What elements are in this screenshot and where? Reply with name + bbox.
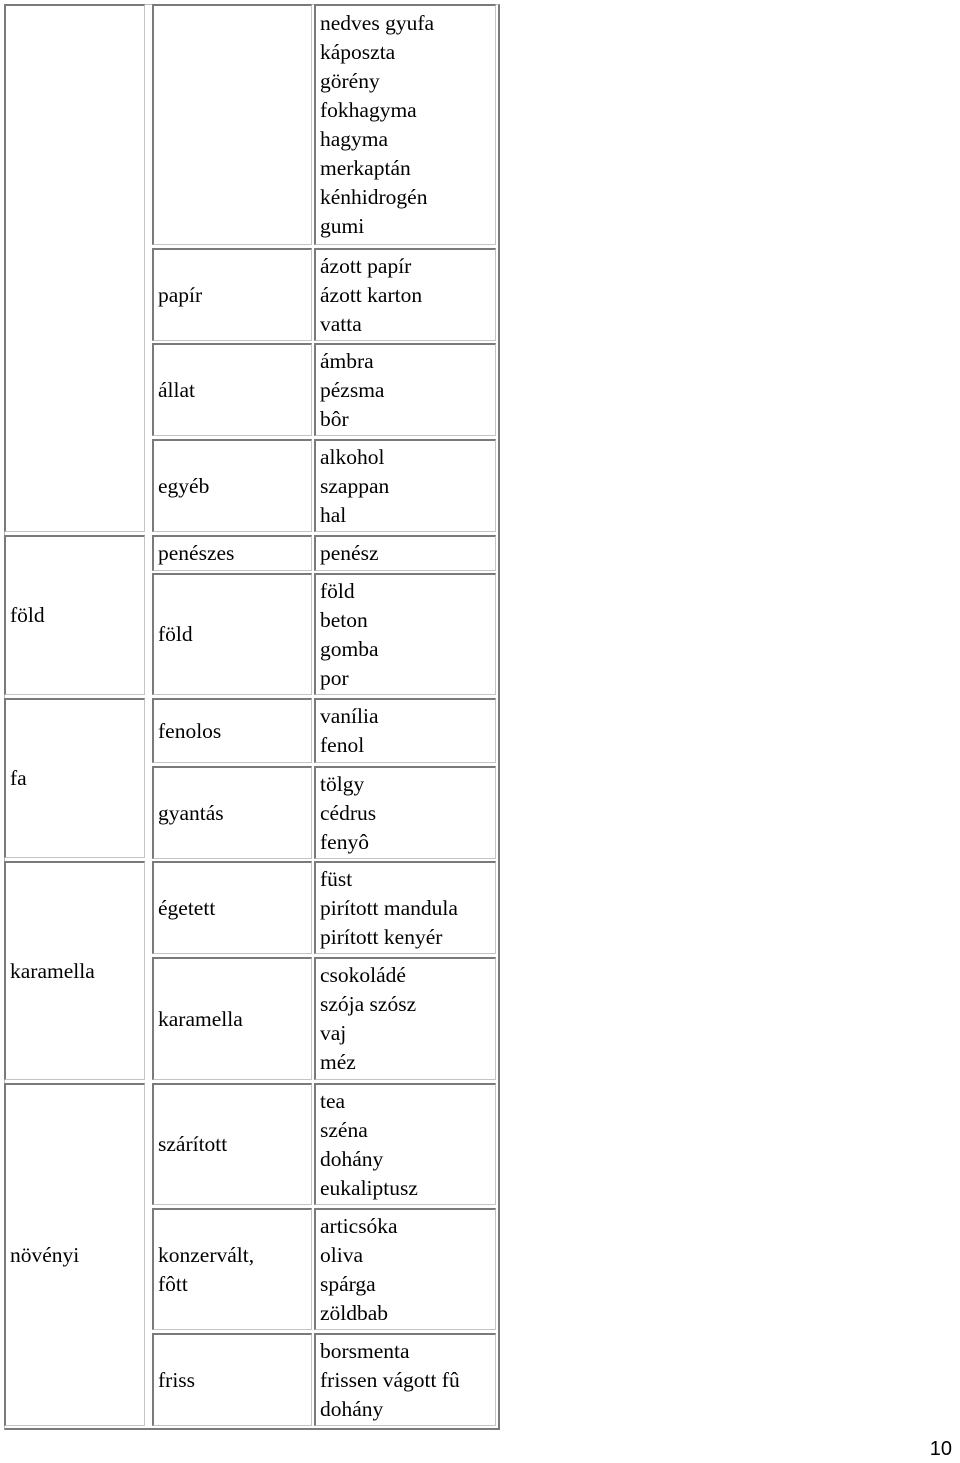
odor-example: merkaptán <box>320 156 411 180</box>
main-category-cell <box>4 861 145 1080</box>
odor-example: vanília <box>320 704 379 728</box>
odor-example: fenyô <box>320 829 369 854</box>
odor-example: fenol <box>320 733 365 757</box>
main-category-cell <box>4 1083 145 1426</box>
odor-examples-cell <box>314 439 496 532</box>
odor-example: penész <box>320 541 379 565</box>
odor-example: gomba <box>320 636 379 661</box>
odor-example: fokhagyma <box>320 98 417 122</box>
odor-examples-cell <box>314 1208 496 1330</box>
odor-example: szója szósz <box>320 992 417 1016</box>
odor-example: pirított kenyér <box>320 924 443 949</box>
sub-category-label: föld <box>158 622 193 646</box>
sub-category-cell <box>152 698 312 763</box>
odor-example: hal <box>320 502 347 527</box>
main-category-cell <box>4 698 145 858</box>
sub-category-label: papír <box>158 282 203 307</box>
odor-example: ázott papír <box>320 253 412 278</box>
sub-category-cell <box>152 1333 312 1426</box>
odor-example: vatta <box>320 311 362 336</box>
odor-example: spárga <box>320 1271 376 1296</box>
odor-examples-cell <box>314 535 496 571</box>
sub-category-cell <box>152 861 312 954</box>
sub-category-label: szárított <box>158 1132 228 1156</box>
sub-category-cell <box>152 343 312 436</box>
odor-example: beton <box>320 607 368 632</box>
sub-category-cell <box>152 1083 312 1205</box>
odor-example: föld <box>320 578 355 603</box>
odor-examples-cell <box>314 1083 496 1205</box>
odor-example: vaj <box>320 1021 347 1045</box>
odor-example: tea <box>320 1088 346 1113</box>
odor-example: nedves gyufa <box>320 11 435 35</box>
odor-example: alkohol <box>320 444 385 469</box>
sub-category-cell <box>152 535 312 571</box>
odor-example: kénhidrogén <box>320 185 428 209</box>
odor-example: méz <box>320 1050 356 1074</box>
sub-category-cell <box>152 439 312 532</box>
main-category-label: karamella <box>10 958 95 983</box>
odor-example: görény <box>320 69 380 93</box>
sub-category-cell <box>152 766 312 859</box>
odor-example: tölgy <box>320 771 365 796</box>
sub-category-label: friss <box>158 1367 196 1392</box>
sub-category-label: egyéb <box>158 473 210 498</box>
odor-example: dohány <box>320 1396 384 1421</box>
odor-example: frissen vágott fû <box>320 1367 460 1392</box>
sub-category-label: karamella <box>158 1006 243 1031</box>
odor-examples-cell <box>314 698 496 763</box>
odor-examples-cell <box>314 573 496 695</box>
odor-examples-cell <box>314 1333 496 1426</box>
sub-category-label: fôtt <box>158 1271 188 1296</box>
sub-category-label: gyantás <box>158 800 224 825</box>
odor-examples-cell <box>314 957 496 1080</box>
odor-examples-cell <box>314 4 496 245</box>
sub-category-cell <box>152 1208 312 1330</box>
odor-example: dohány <box>320 1146 384 1171</box>
sub-category-label: állat <box>158 377 196 402</box>
main-category-label: fa <box>10 766 27 790</box>
odor-examples-cell <box>314 861 496 954</box>
odor-example: széna <box>320 1117 368 1142</box>
page-number: 10 <box>929 1438 952 1460</box>
odor-example: ámbra <box>320 348 374 373</box>
odor-example: cédrus <box>320 800 377 825</box>
odor-example: csokoládé <box>320 963 406 987</box>
sub-category-label: penészes <box>158 541 235 565</box>
odor-example: bôr <box>320 406 349 431</box>
sub-category-cell <box>152 4 312 245</box>
odor-example: eukaliptusz <box>320 1175 418 1200</box>
odor-examples-cell <box>314 343 496 436</box>
main-category-cell <box>4 535 145 695</box>
odor-examples-cell <box>314 248 496 341</box>
main-category-cell <box>4 4 145 532</box>
sub-category-label: konzervált, <box>158 1242 255 1267</box>
sub-category-cell <box>152 248 312 341</box>
odor-example: ázott karton <box>320 282 423 307</box>
sub-category-label: égetett <box>158 895 216 920</box>
sub-category-label: fenolos <box>158 718 222 743</box>
odor-example: zöldbab <box>320 1300 389 1325</box>
odor-example: pézsma <box>320 377 385 402</box>
odor-example: articsóka <box>320 1213 398 1238</box>
odor-example: pirított mandula <box>320 895 458 920</box>
sub-category-cell <box>152 573 312 695</box>
odor-example: gumi <box>320 214 365 238</box>
odor-examples-cell <box>314 766 496 859</box>
main-category-label: föld <box>10 603 45 627</box>
sub-category-cell <box>152 957 312 1080</box>
odor-example: káposzta <box>320 40 396 64</box>
odor-example: por <box>320 665 349 690</box>
odor-example: hagyma <box>320 127 389 151</box>
odor-example: füst <box>320 866 353 891</box>
odor-example: szappan <box>320 473 390 498</box>
main-category-label: növényi <box>10 1242 80 1267</box>
odor-example: borsmenta <box>320 1338 410 1363</box>
odor-example: oliva <box>320 1242 363 1267</box>
